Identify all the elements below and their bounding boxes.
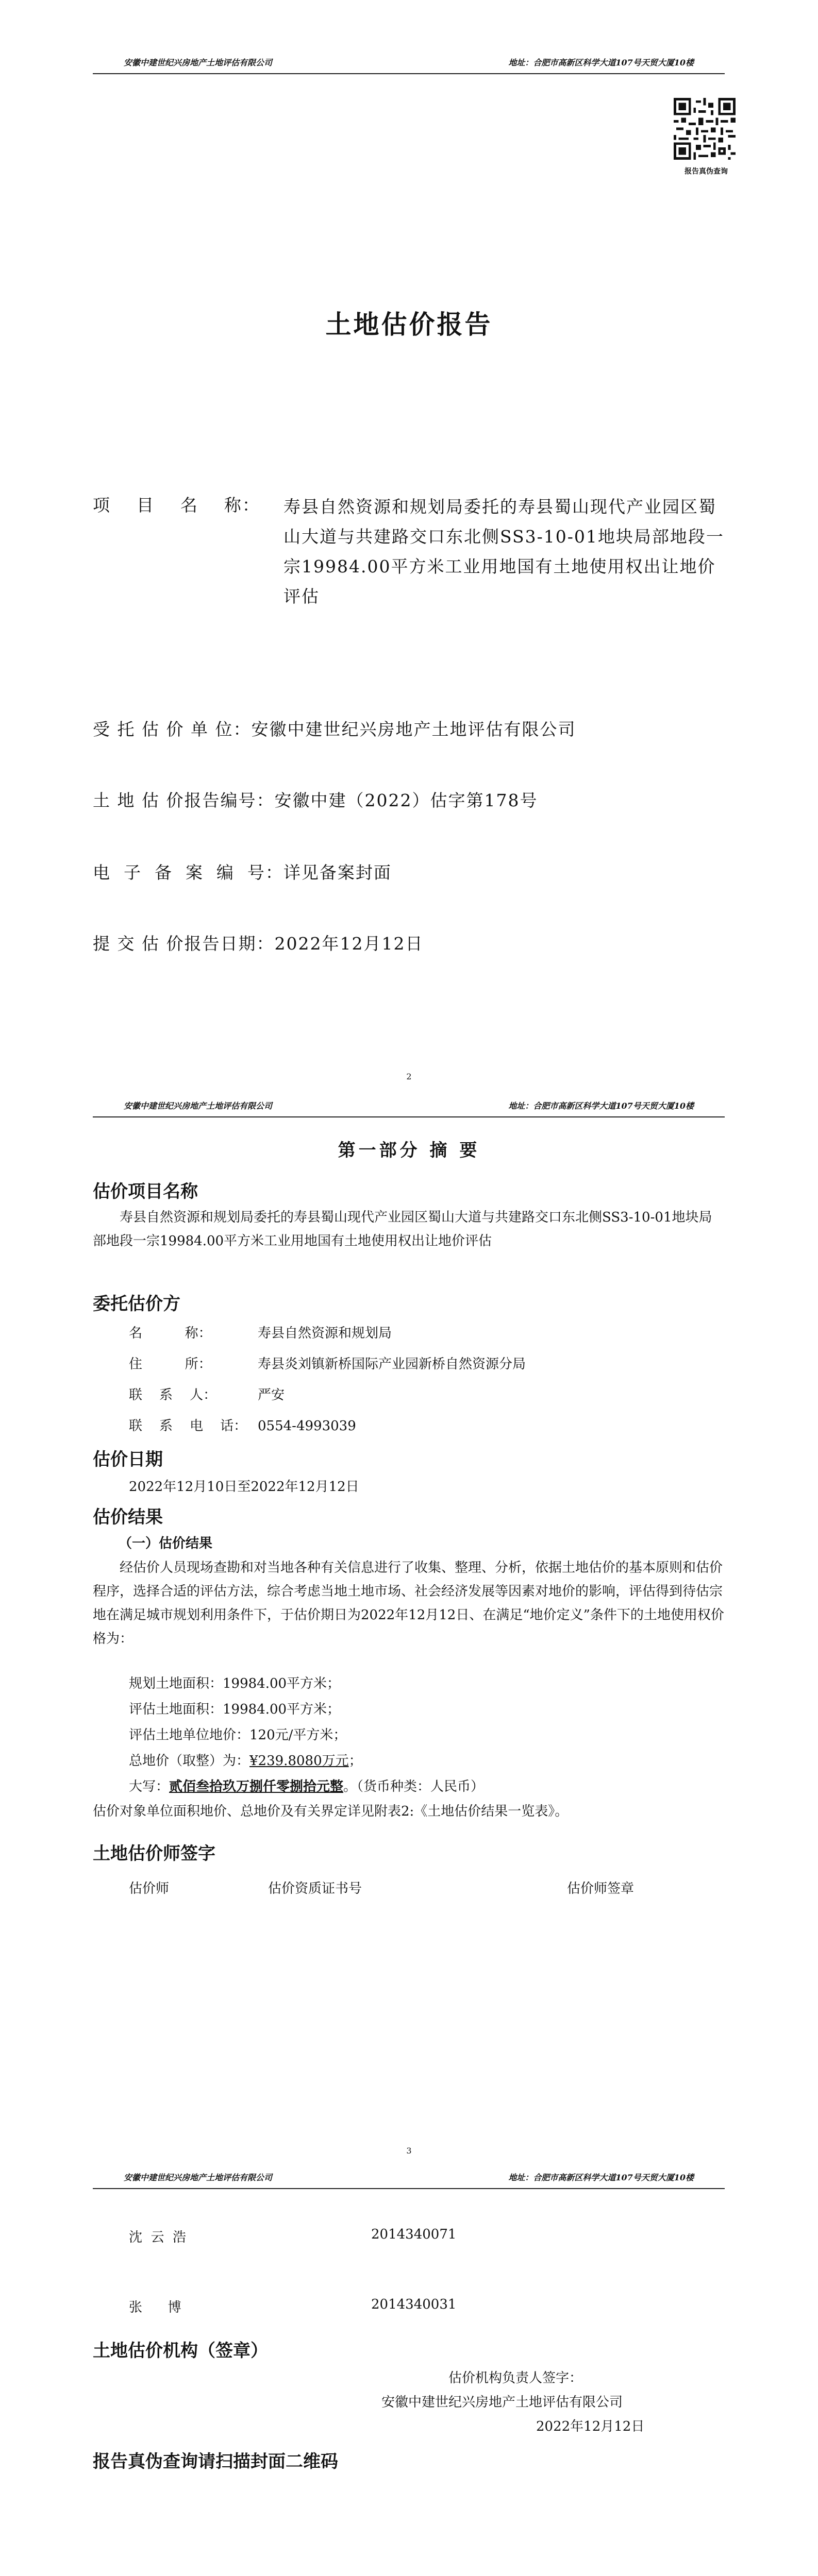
submission-date-label: 提 交 估 价报告日期： [93,934,275,954]
qr-caption: 报告真伪查询 [685,167,728,176]
header-address: 地址：合肥市高新区科学大道107号天贸大厦10楼 [508,2173,694,2182]
result-note: 估价对象单位面积地价、总地价及有关界定详见附表2:《土地估价结果一览表》。 [93,1804,569,1819]
report-number-field [93,787,538,811]
client-row [129,1384,285,1403]
report-cover-page [0,0,818,1084]
client-row [129,1353,526,1372]
agency-head-signature: 估价机构负责人签字： [448,2370,583,2386]
summary-page [0,1084,818,2166]
project-name-value: 寿县自然资源和规划局委托的寿县蜀山现代产业园区蜀山大道与共建路交口东北侧SS3-10-01地块局部地段一宗19984.00平方米工业用地国有土地使用权出让地价评估 [283,497,724,606]
client-field [93,716,576,740]
client-row-key: 住 所： [129,1357,212,1372]
appraiser-cert: 2014340031 [371,2297,457,2312]
appraiser-signature-heading: 土地估价师签字 [93,1843,215,1864]
appraiser-cert: 2014340071 [371,2227,457,2242]
page-header [93,52,725,74]
appraised-area: 评估土地面积：19984.00平方米； [129,1702,341,1717]
project-name-text: 寿县自然资源和规划局委托的寿县蜀山现代产业园区蜀山大道与共建路交口东北侧SS3-10-01地块局部地段一宗19984.00平方米工业用地国有土地使用权出让地价评估 [93,1210,712,1249]
date-heading: 估价日期 [93,1449,163,1470]
client-row-value: 严安 [258,1387,285,1403]
header-company: 安徽中建世纪兴房地产土地评估有限公司 [124,2173,273,2182]
report-number-value: 安徽中建（2022）估字第178号 [274,790,538,810]
qr-code-icon[interactable] [674,98,736,160]
client-row-key: 联 系 电 话： [129,1418,247,1434]
header-address: 地址：合肥市高新区科学大道107号天贸大厦10楼 [508,58,694,67]
planned-area: 规划土地面积：19984.00平方米； [129,1676,341,1691]
filing-number-label: 电 子 备 案 编 号： [93,862,283,883]
appraiser-name: 沈 云 浩 [129,2230,187,2245]
appraiser-name: 张 博 [129,2300,181,2315]
signature-page [0,2166,818,2576]
seal-column-header: 估价师签章 [567,1881,635,1896]
project-name-heading: 估价项目名称 [93,1181,198,1202]
capital-label: 大写： [129,1779,170,1794]
agency-date: 2022年12月12日 [536,2419,645,2434]
total-price-capital [129,1776,484,1795]
page-title: 土地估价报告 [325,309,493,340]
total-price-suffix: ； [348,1753,362,1769]
report-number-label: 土 地 估 价报告编号： [93,790,275,810]
page-number: 3 [406,2146,412,2156]
total-price-label: 总地价（取整）为： [129,1753,250,1769]
client-row [129,1415,356,1434]
total-price-value: ¥239.8080万元 [249,1753,349,1769]
unit-price: 评估土地单位地价：120元/平方米； [129,1727,347,1743]
client-value: 安徽中建世纪兴房地产土地评估有限公司 [251,719,576,739]
section-title: 第一部分 摘 要 [338,1140,480,1161]
client-row-value: 0554-4993039 [258,1418,356,1434]
project-name-label: 项 目 名 称： [93,495,260,515]
date-text: 2022年12月10日至2022年12月12日 [129,1479,359,1495]
filing-number-field [93,859,392,884]
client-row-key: 名 称： [129,1326,212,1341]
page-header [93,1095,725,1117]
client-row [129,1323,392,1342]
client-label: 受 托 估 价 单 位： [93,719,252,739]
submission-date-field [93,930,423,955]
certificate-column-header: 估价资质证书号 [268,1881,362,1896]
total-price [129,1750,362,1769]
capital-value: 贰佰叁拾玖万捌仟零捌拾元整 [169,1779,344,1794]
client-row-value: 寿县炎刘镇新桥国际产业园新桥自然资源分局 [258,1357,526,1372]
result-paragraph: 经估价人员现场查勘和对当地各种有关信息进行了收集、整理、分析，依据土地估价的基本原则和估价程序，选择合适的评估方法，综合考虑当地土地市场、社会经济发展等因素对地价的影响，评估得到待估宗地在满足城市规划利用条件下，于估价期日为2022年12月12日、在满足“地价定义”条件下的土地使用权价格为： [93,1560,724,1647]
client-row-key: 联 系 人： [129,1387,217,1403]
appraiser-column-header: 估价师 [129,1881,170,1896]
header-company: 安徽中建世纪兴房地产土地评估有限公司 [124,58,273,67]
result-heading: 估价结果 [93,1507,163,1528]
submission-date-value: 2022年12月12日 [274,934,424,954]
header-company: 安徽中建世纪兴房地产土地评估有限公司 [124,1101,273,1111]
page-number: 2 [406,1072,412,1081]
header-address: 地址：合肥市高新区科学大道107号天贸大厦10楼 [508,1101,694,1111]
result-subheading: （一）估价结果 [119,1536,213,1551]
verification-note: 报告真伪查询请扫描封面二维码 [93,2451,338,2472]
agency-name: 安徽中建世纪兴房地产土地评估有限公司 [381,2395,623,2410]
filing-number-value: 详见备案封面 [283,862,392,883]
capital-suffix: 。（货币种类：人民币） [343,1779,485,1794]
page-header [93,2166,725,2189]
agency-heading: 土地估价机构（签章） [93,2341,268,2361]
client-row-value: 寿县自然资源和规划局 [258,1326,392,1341]
client-heading: 委托估价方 [93,1294,180,1314]
